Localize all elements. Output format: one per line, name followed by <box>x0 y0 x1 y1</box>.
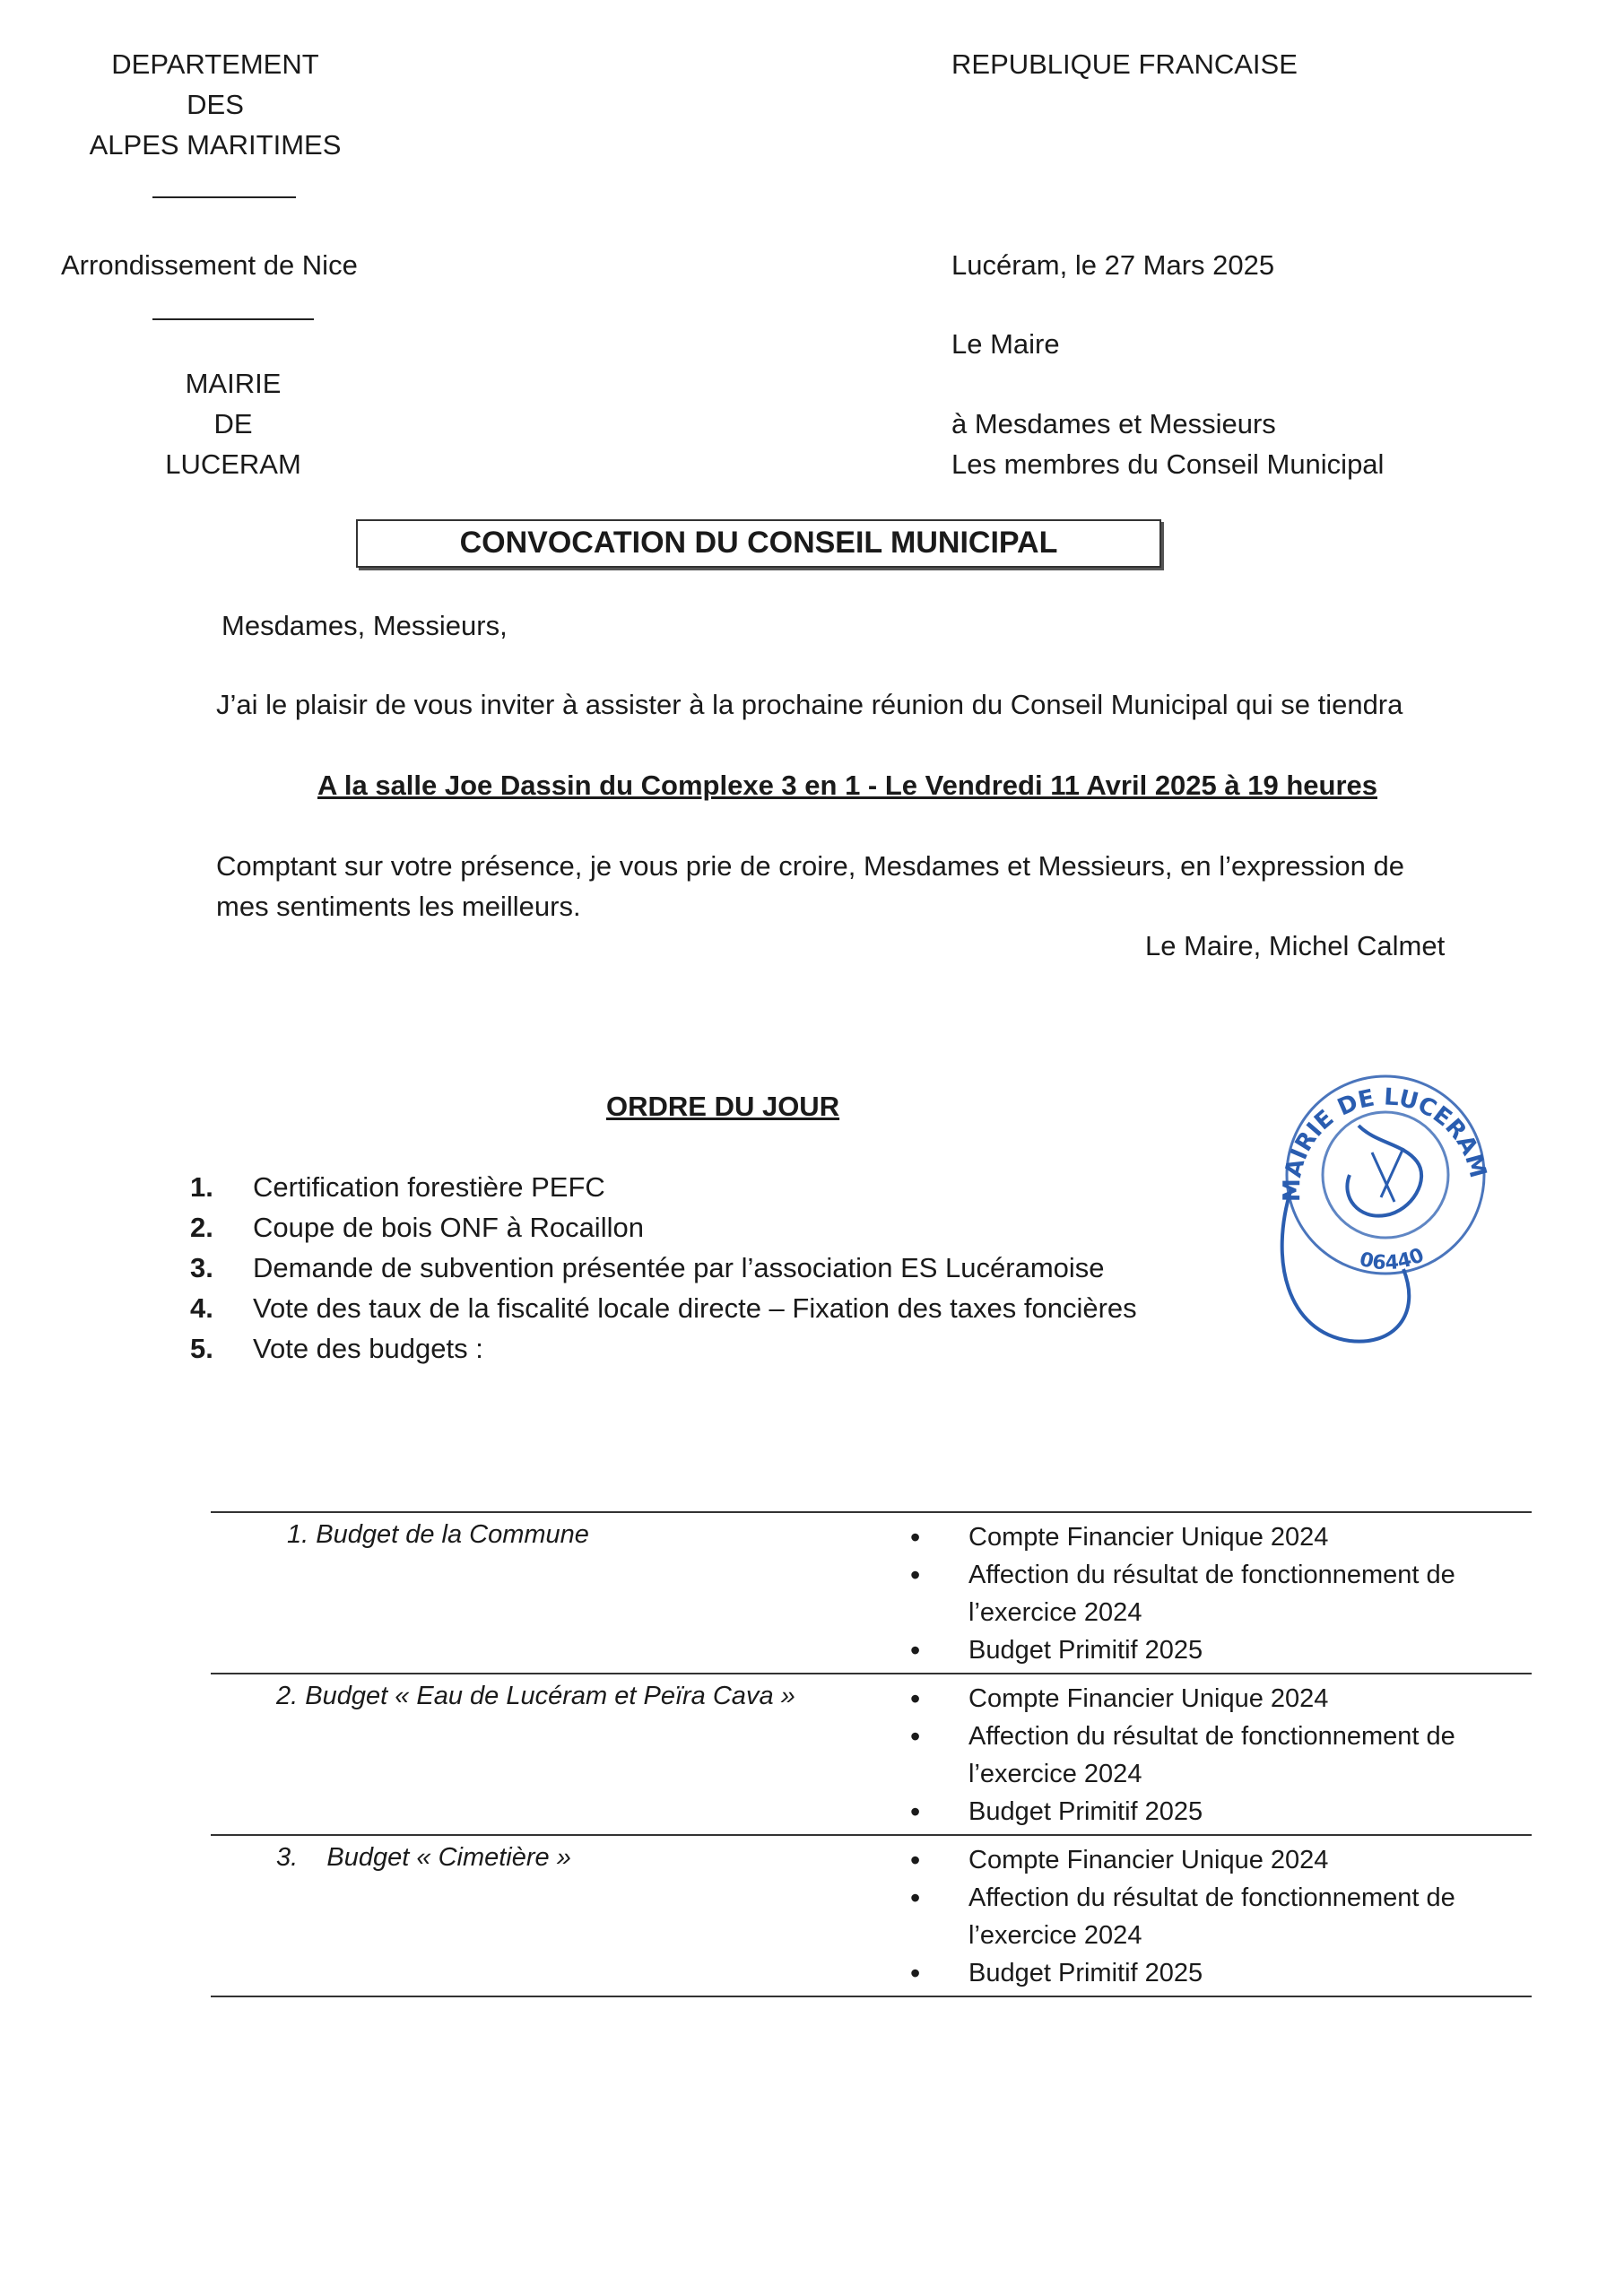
agenda-heading: ORDRE DU JOUR <box>606 1091 840 1122</box>
budget-item: • Budget Primitif 2025 <box>910 1631 1532 1669</box>
recipients-line-1: à Mesdames et Messieurs <box>951 408 1276 439</box>
closing-line-1: Comptant sur votre présence, je vous prie de croire, Mesdames et Messieurs, en l’expression de <box>216 850 1404 882</box>
department-line-3: ALPES MARITIMES <box>89 129 342 161</box>
budget-item: • Compte Financier Unique 2024 <box>910 1841 1532 1879</box>
budget-name-cell <box>211 1674 910 1835</box>
department-line-1: DEPARTEMENT <box>111 48 319 80</box>
budget-name: 2. Budget « Eau de Lucéram et Peïra Cava » <box>276 1682 795 1710</box>
mairie-line-2: DE <box>213 408 253 439</box>
budget-item: • Compte Financier Unique 2024 <box>910 1518 1532 1556</box>
stamp-text-top: MAIRIE DE LUCERAM <box>1279 1083 1492 1203</box>
agenda-item-text: Coupe de bois ONF à Rocaillon <box>253 1212 644 1243</box>
agenda-item-text: Certification forestière PEFC <box>253 1171 605 1203</box>
agenda-item <box>190 1329 483 1369</box>
signature: Le Maire, Michel Calmet <box>1145 930 1446 961</box>
republic-heading: REPUBLIQUE FRANCAISE <box>951 48 1298 80</box>
agenda-item-text: Vote des taux de la fiscalité locale directe – Fixation des taxes foncières <box>253 1292 1137 1324</box>
mairie-stamp <box>1251 1045 1511 1359</box>
budget-name: 1. Budget de la Commune <box>287 1520 589 1549</box>
budget-items-cell <box>910 1674 1532 1835</box>
agenda-item-text: Demande de subvention présentée par l’association ES Lucéramoise <box>253 1252 1105 1283</box>
budget-row <box>211 1835 1532 1996</box>
budget-name-cell <box>211 1835 910 1996</box>
budget-row <box>211 1512 1532 1674</box>
department-line-2: DES <box>187 89 244 120</box>
invitation-text: J’ai le plaisir de vous inviter à assister à la prochaine réunion du Conseil Municipal qui se tiendra <box>216 689 1403 720</box>
budget-name: 3. Budget « Cimetière » <box>276 1843 571 1872</box>
sender: Le Maire <box>951 328 1060 360</box>
budget-item: • Budget Primitif 2025 <box>910 1793 1532 1831</box>
header-divider-2 <box>152 318 314 320</box>
budget-items-cell <box>910 1835 1532 1996</box>
budget-item: • Affection du résultat de fonctionnement de l’exercice 2024 <box>910 1879 1524 1954</box>
place-date: Lucéram, le 27 Mars 2025 <box>951 249 1275 281</box>
mairie-line-3: LUCERAM <box>165 448 301 480</box>
budget-item: • Affection du résultat de fonctionnement de l’exercice 2024 <box>910 1556 1524 1631</box>
budget-row <box>211 1674 1532 1835</box>
agenda-item-number: 5. <box>190 1333 213 1364</box>
agenda-item <box>190 1208 644 1248</box>
agenda-item-text: Vote des budgets : <box>253 1333 483 1364</box>
agenda-item-number: 1. <box>190 1171 213 1203</box>
agenda-item <box>190 1289 1137 1328</box>
mairie-line-1: MAIRIE <box>185 368 282 399</box>
agenda-item-number: 4. <box>190 1292 213 1324</box>
closing-line-2: mes sentiments les meilleurs. <box>216 891 581 922</box>
budget-item: • Affection du résultat de fonctionnement de l’exercice 2024 <box>910 1718 1524 1793</box>
agenda-item-number: 2. <box>190 1212 213 1243</box>
agenda-item <box>190 1248 1105 1288</box>
budget-item: • Compte Financier Unique 2024 <box>910 1680 1532 1718</box>
meeting-details: A la salle Joe Dassin du Complexe 3 en 1 - Le Vendredi 11 Avril 2025 à 19 heures <box>317 770 1377 801</box>
salutation: Mesdames, Messieurs, <box>221 610 508 641</box>
budget-item: • Budget Primitif 2025 <box>910 1954 1532 1992</box>
budget-name-cell <box>211 1512 910 1674</box>
document-title: CONVOCATION DU CONSEIL MUNICIPAL <box>459 526 1058 560</box>
agenda-item-number: 3. <box>190 1252 213 1283</box>
budget-items-cell <box>910 1512 1532 1674</box>
document-title-box <box>356 519 1161 568</box>
arrondissement: Arrondissement de Nice <box>61 249 358 281</box>
stamp-text-bottom: 06440 <box>1357 1244 1428 1275</box>
recipients-line-2: Les membres du Conseil Municipal <box>951 448 1385 480</box>
agenda-item <box>190 1168 605 1207</box>
header-divider-1 <box>152 196 296 198</box>
budgets-table <box>211 1511 1532 1997</box>
